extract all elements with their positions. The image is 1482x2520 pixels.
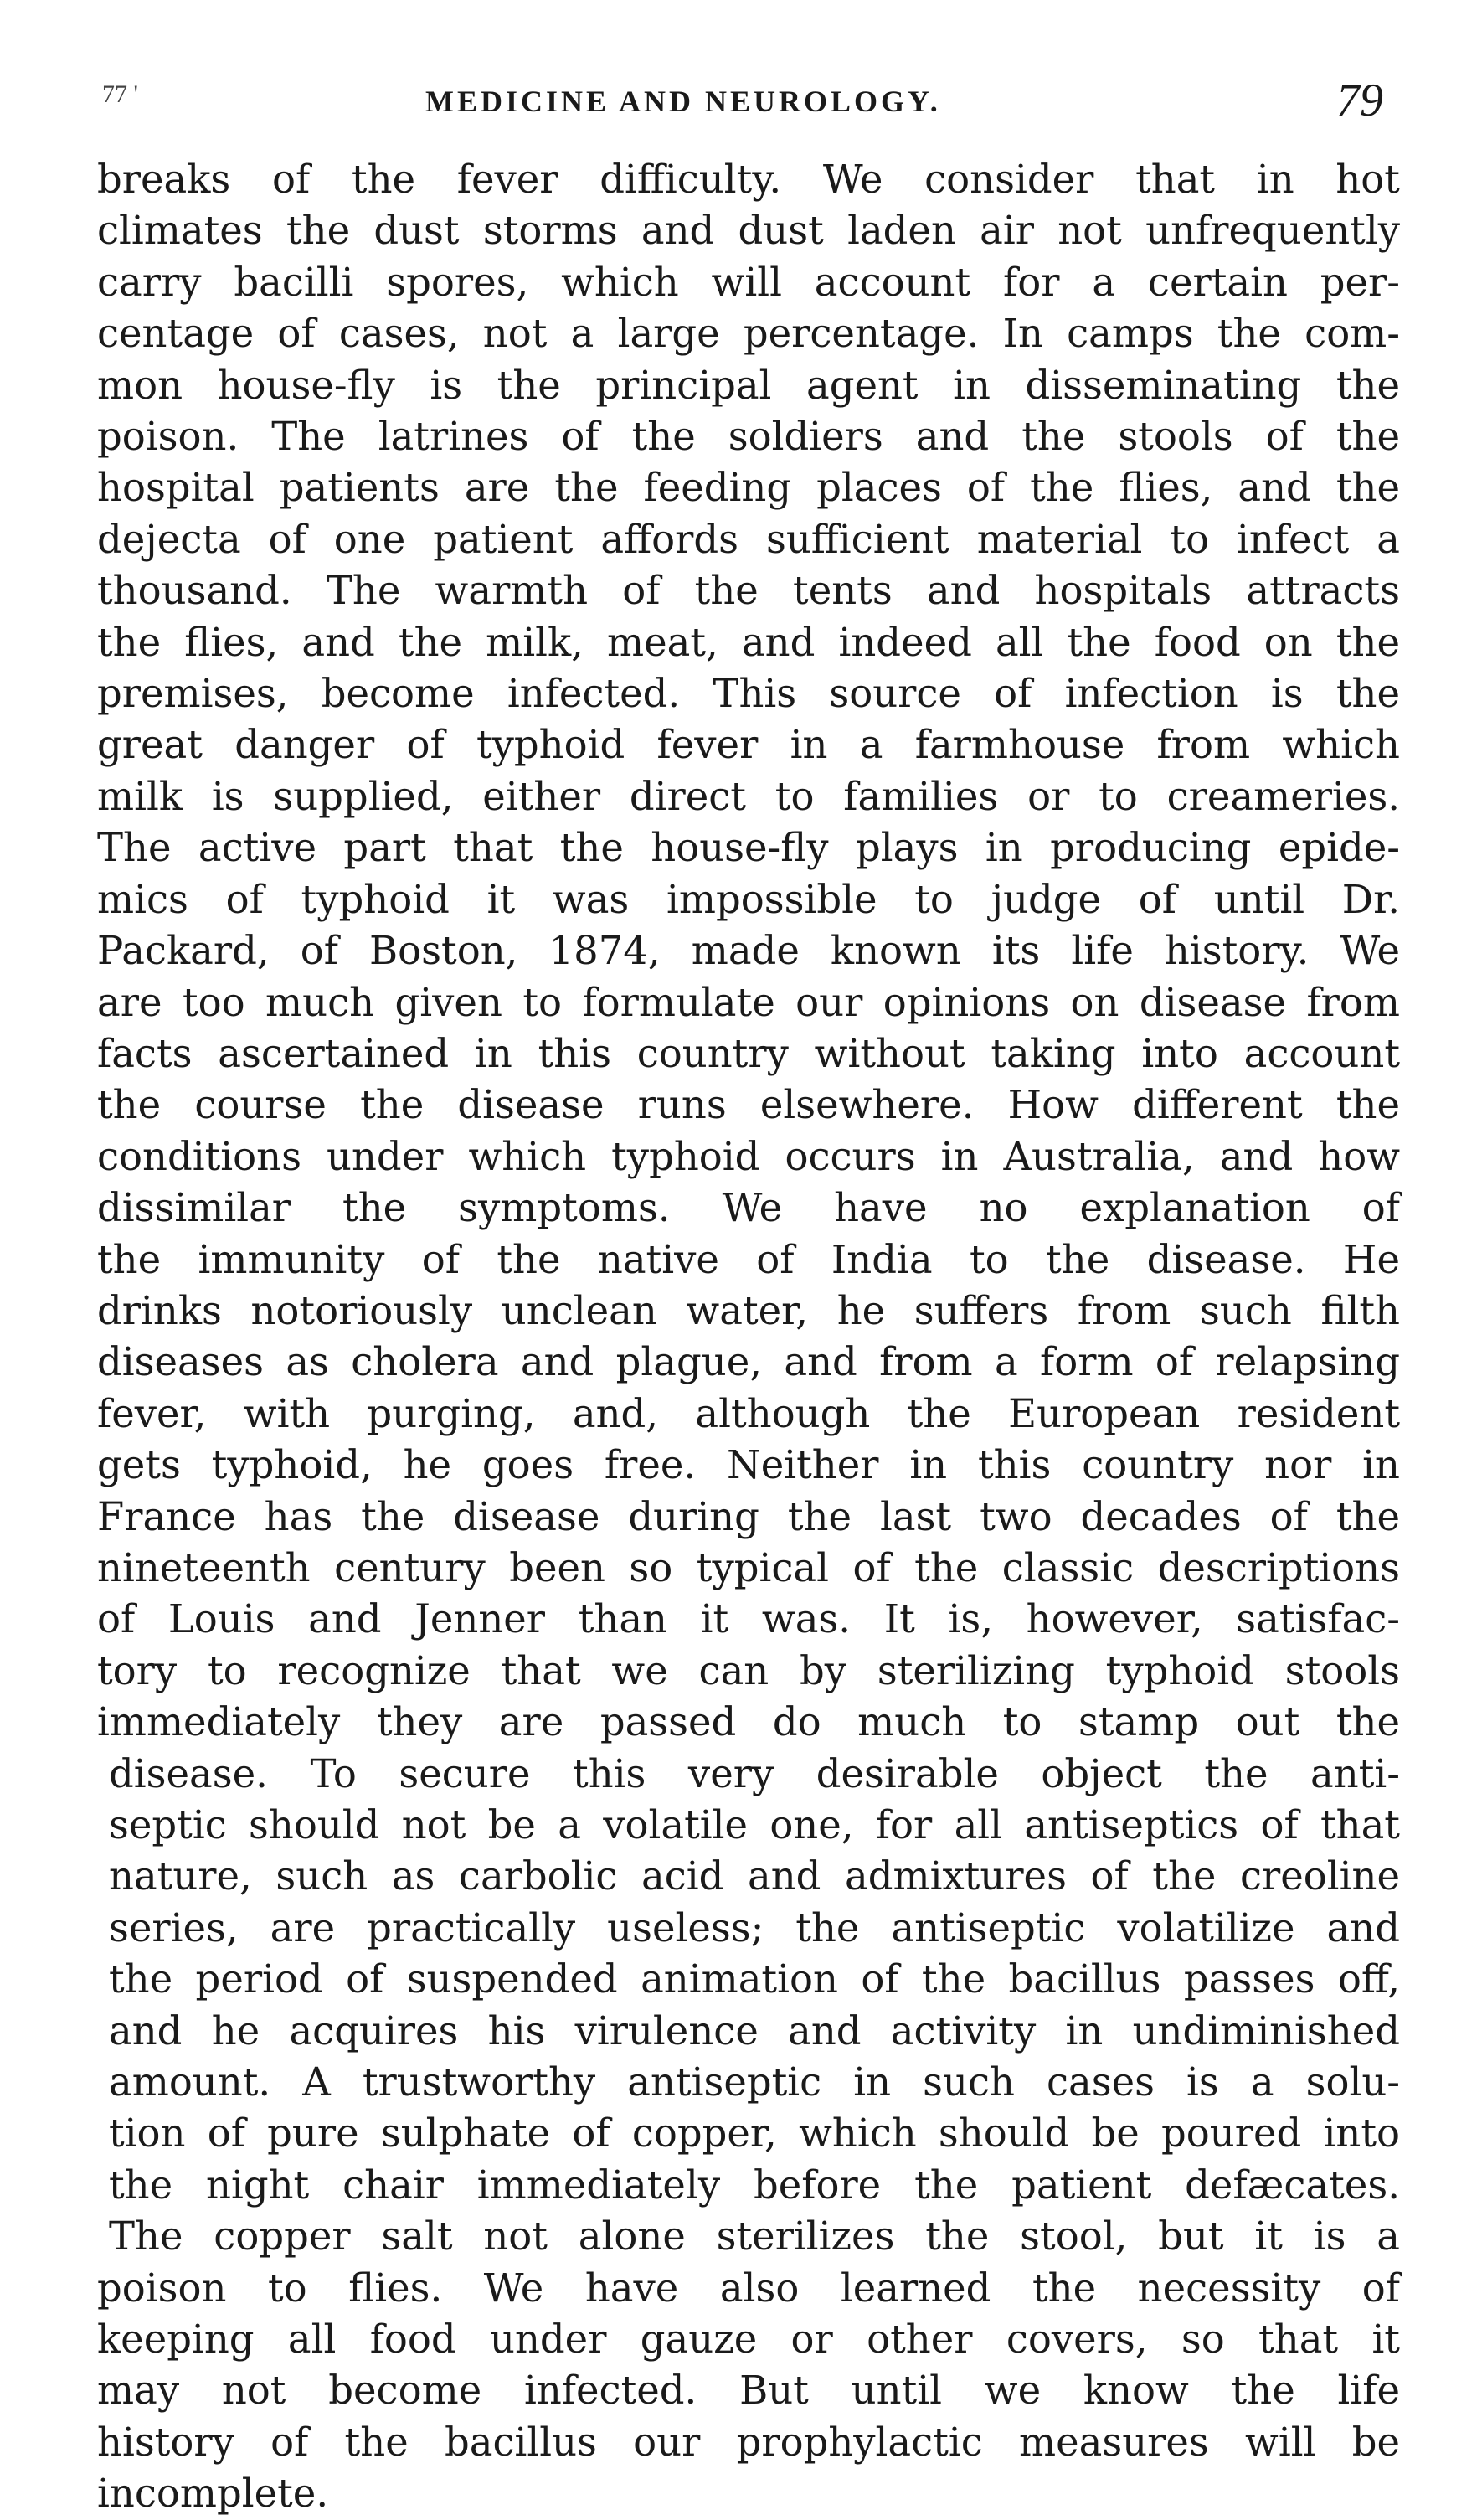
text-line: nineteenth century been so typical of the classic descriptions [97,1544,1400,1590]
text-line: dissimilar the symptoms. We have no explanation of [97,1185,1400,1231]
text-line: Packard, of Boston, 1874, made known its life history. We [97,928,1400,974]
text-line: gets typhoid, he goes free. Neither in this country nor in [97,1442,1400,1488]
header-mark: 77 ' [102,80,138,108]
text-line: nature, such as carbolic acid and admixtures of the creoline [109,1853,1400,1899]
text-line: the immunity of the native of India to the disease. He [97,1236,1400,1282]
text-line: great danger of typhoid fever in a farmhouse from which [97,722,1400,768]
text-line: keeping all food under gauze or other covers, so that it [97,2316,1400,2363]
text-line: incomplete. [97,2471,329,2517]
text-line: of Louis and Jenner than it was. It is, however, satisfac- [97,1596,1400,1642]
text-line: poison. The latrines of the soldiers and the stools of the [97,414,1400,460]
text-line: climates the dust storms and dust laden air not unfrequently [97,208,1400,254]
text-line: are too much given to formulate our opinions on disease from [97,979,1400,1025]
text-line: tory to recognize that we can by sterilizing typhoid stools [97,1647,1400,1693]
text-line: disease. To secure this very desirable object the anti- [109,1750,1400,1796]
running-title: MEDICINE AND NEUROLOGY. [425,85,941,118]
text-line: The active part that the house-fly plays in producing epide- [97,825,1400,871]
text-line: fever, with purging, and, although the European resident [97,1390,1400,1436]
body-text [97,154,1400,2520]
text-line: milk is supplied, either direct to families or to creameries. [97,773,1400,819]
text-line: the course the disease runs elsewhere. How different the [97,1082,1400,1128]
page-number: 79 [1336,75,1383,126]
text-line: premises, become infected. This source of infection is the [97,671,1400,717]
text-line: history of the bacillus our prophylactic measures will be [97,2419,1400,2465]
text-line: immediately they are passed do much to stamp out the [97,1699,1400,1745]
text-line: hospital patients are the feeding places of the flies, and the [97,465,1400,511]
text-line: carry bacilli spores, which will account for a certain per- [97,259,1400,305]
text-line: dejecta of one patient affords sufficient material to infect a [97,516,1400,562]
text-line: drinks notoriously unclean water, he suffers from such filth [97,1287,1400,1333]
text-line: centage of cases, not a large percentage. In camps the com- [97,311,1400,357]
text-line: mon house-fly is the principal agent in disseminating the [97,362,1400,408]
text-line: may not become infected. But until we know the life [97,2368,1400,2414]
text-line: facts ascertained in this country without taking into account [97,1030,1400,1076]
text-line: amount. A trustworthy antiseptic in such cases is a solu- [109,2059,1400,2105]
text-line: mics of typhoid it was impossible to judge of until Dr. [97,876,1400,922]
text-line: series, are practically useless; the antiseptic volatilize and [109,1904,1400,1951]
text-line: tion of pure sulphate of copper, which should be poured into [109,2110,1400,2157]
text-line: the flies, and the milk, meat, and indeed all the food on the [97,619,1400,665]
text-line: The copper salt not alone sterilizes the stool, but it is a [109,2213,1400,2260]
text-line: poison to flies. We have also learned the necessity of [97,2265,1400,2311]
text-line: breaks of the fever difficulty. We consider that in hot [97,157,1400,202]
page-header [92,77,1407,136]
text-line: France has the disease during the last two decades of the [97,1493,1400,1539]
text-line: septic should not be a volatile one, for all antiseptics of that [109,1802,1400,1847]
text-line: the period of suspended animation of the bacillus passes off, [109,1956,1400,2002]
text-line: conditions under which typhoid occurs in Australia, and how [97,1133,1400,1179]
text-line: thousand. The warmth of the tents and hospitals attracts [97,568,1400,614]
text-line: and he acquires his virulence and activity in undiminished [109,2007,1400,2054]
text-line: diseases as cholera and plague, and from a form of relapsing [97,1339,1400,1385]
text-line: the night chair immediately before the patient defæcates. [109,2162,1400,2208]
